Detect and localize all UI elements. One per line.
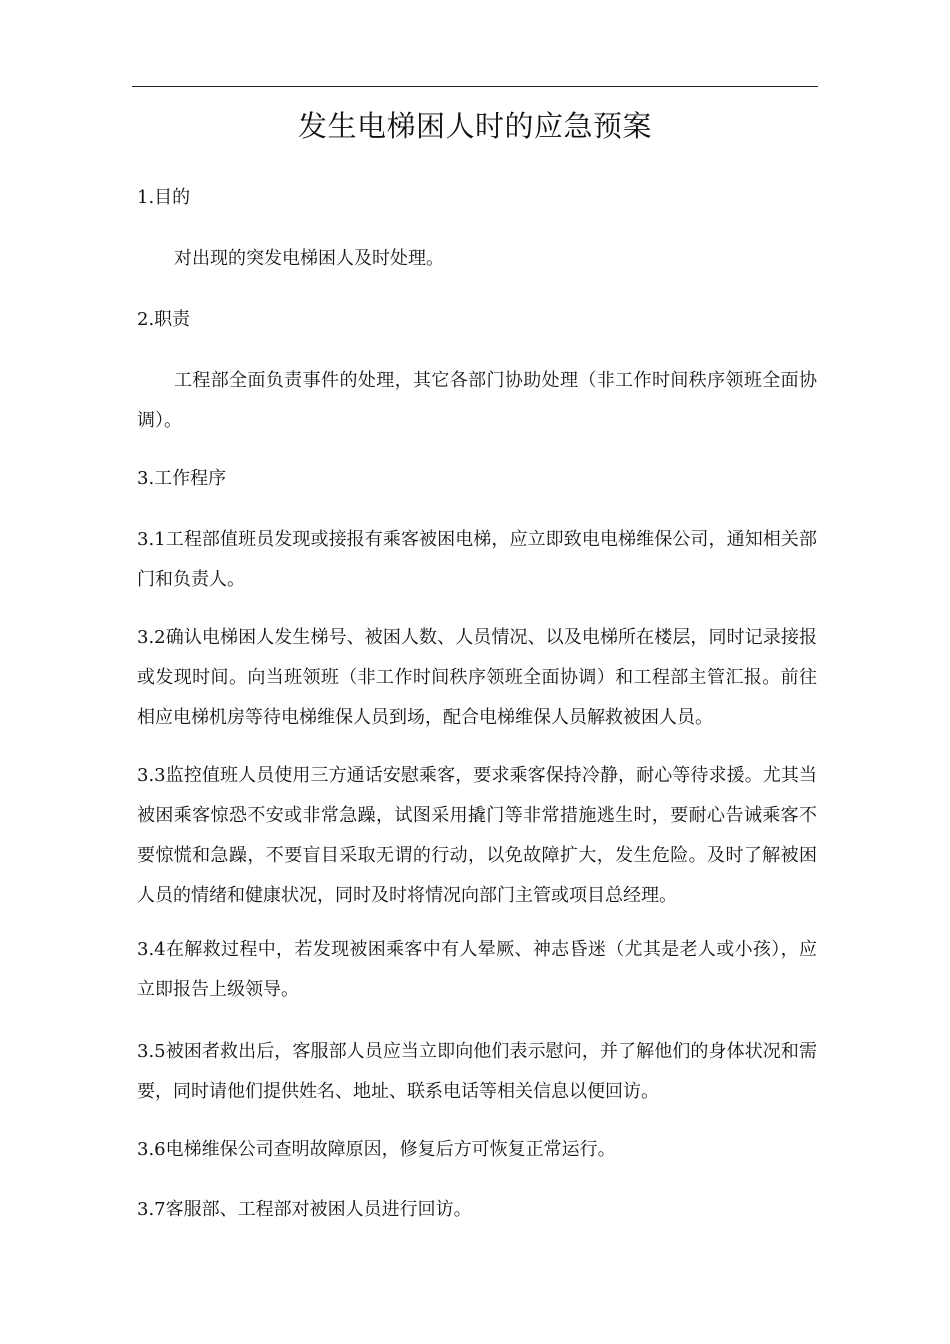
paragraph-procedure-3-7: 3.7客服部、工程部对被困人员进行回访。 — [137, 1199, 472, 1220]
section-heading-purpose: 1.目的 — [137, 187, 191, 208]
paragraph-procedure-3-6: 3.6电梯维保公司查明故障原因，修复后方可恢复正常运行。 — [137, 1139, 616, 1160]
paragraph-responsibility: 工程部全面负责事件的处理，其它各部门协助处理（非工作时间秩序领班全面协调）。 — [137, 370, 817, 431]
paragraph-purpose: 对出现的突发电梯困人及时处理。 — [174, 248, 444, 269]
paragraph-procedure-3-4: 3.4在解救过程中，若发现被困乘客中有人晕厥、神志昏迷（尤其是老人或小孩），应立即报告上级领导。 — [137, 939, 817, 1000]
section-heading-responsibility: 2.职责 — [137, 309, 191, 330]
paragraph-procedure-3-1: 3.1工程部值班员发现或接报有乘客被困电梯，应立即致电电梯维保公司，通知相关部门和负责人。 — [137, 529, 817, 590]
paragraph-procedure-3-2: 3.2确认电梯困人发生梯号、被困人数、人员情况、以及电梯所在楼层，同时记录接报或发现时间。向当班领班（非工作时间秩序领班全面协调）和工程部主管汇报。前往相应电梯机房等待电梯维保人员到场，配合电梯维保人员解救被困人员。 — [137, 627, 817, 728]
paragraph-procedure-3-3: 3.3监控值班人员使用三方通话安慰乘客，要求乘客保持冷静，耐心等待求援。尤其当被困乘客惊恐不安或非常急躁，试图采用撬门等非常措施逃生时，要耐心告诫乘客不要惊慌和急躁，不要盲目采取无谓的行动，以免故障扩大，发生危险。及时了解被困人员的情绪和健康状况，同时及时将情况向部门主管或项目总经理。 — [137, 765, 817, 906]
header-rule — [132, 86, 818, 87]
section-heading-procedure: 3.工作程序 — [137, 468, 227, 489]
paragraph-procedure-3-5: 3.5被困者救出后，客服部人员应当立即向他们表示慰问，并了解他们的身体状况和需要，同时请他们提供姓名、地址、联系电话等相关信息以便回访。 — [137, 1041, 817, 1102]
document-title: 发生电梯困人时的应急预案 — [297, 109, 652, 143]
